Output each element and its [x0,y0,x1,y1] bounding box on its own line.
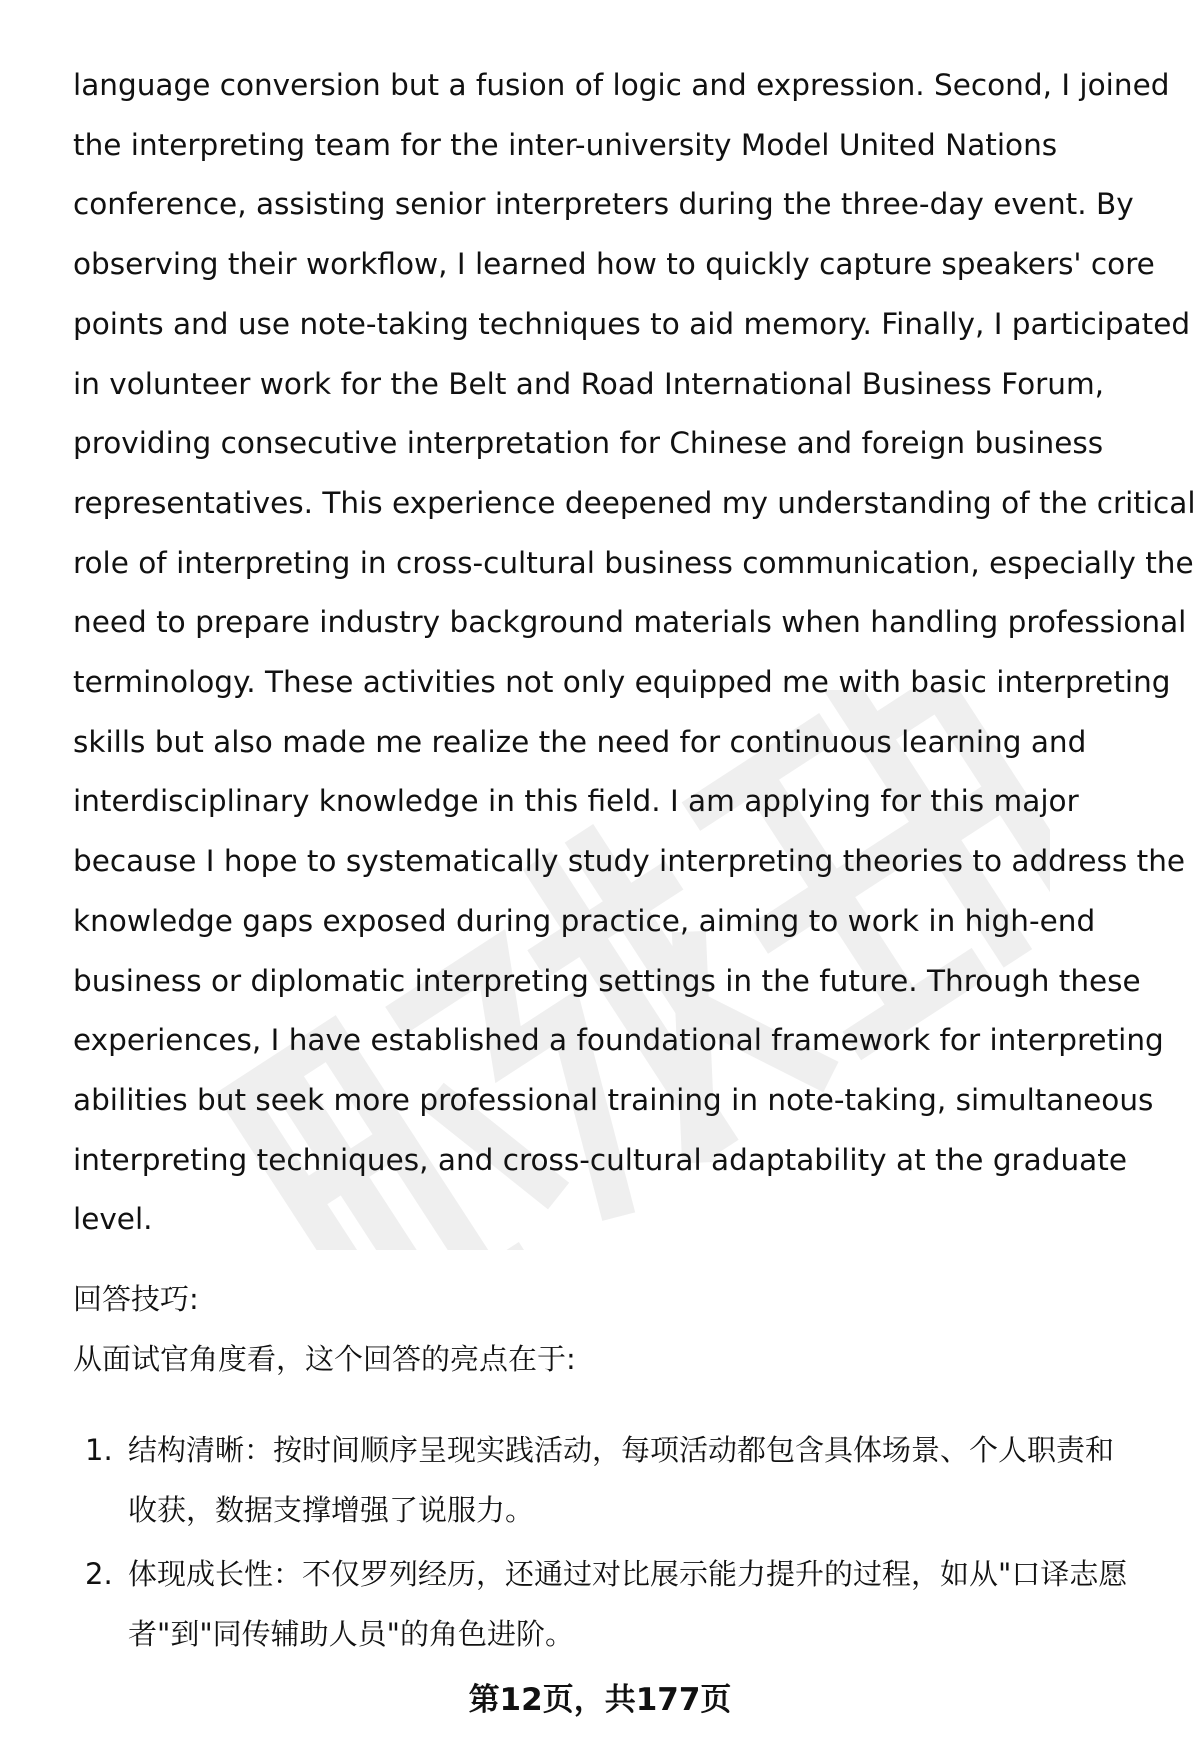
tip-line: 收获，数据支撑增强了说服力。 [128,1493,535,1527]
body-line: abilities but seek more professional training in note-taking, simultaneous [73,1082,1154,1117]
body-line: points and use note-taking techniques to aid memory. Finally, I participated [73,306,1191,341]
tip-line: 者"到"同传辅助人员"的角色进阶。 [128,1617,575,1651]
body-line: terminology. These activities not only equipped me with basic interpreting [73,665,1171,700]
body-line: knowledge gaps exposed during practice, aiming to work in high-end [73,903,1096,938]
body-line: language conversion but a fusion of logic and expression. Second, I joined [73,68,1170,102]
body-line: representatives. This experience deepened my understanding of the critical [73,485,1196,520]
answer-body-text [73,56,1196,1250]
body-line: interdisciplinary knowledge in this field. I am applying for this major [73,784,1079,819]
body-line: providing consecutive interpretation for Chinese and foreign business [73,426,1104,461]
tips-heading: 回答技巧: [73,1282,199,1316]
tip-item [73,1544,1163,1664]
body-line: need to prepare industry background materials when handling professional [73,605,1187,640]
body-line: in volunteer work for the Belt and Road International Business Forum, [73,366,1105,401]
body-line: conference, assisting senior interpreters during the three-day event. By [73,187,1134,222]
page-number-footer: 第12页，共177页 [468,1682,732,1718]
body-line: business or diplomatic interpreting settings in the future. Through these [73,963,1141,998]
tip-number: 1. [85,1433,113,1467]
tips-intro: 从面试官角度看，这个回答的亮点在于: [73,1342,576,1376]
tip-item [73,1420,1163,1540]
tip-line: 体现成长性：不仅罗列经历，还通过对比展示能力提升的过程，如从"口译志愿 [128,1557,1128,1591]
tip-line: 结构清晰：按时间顺序呈现实践活动，每项活动都包含具体场景、个人职责和 [128,1433,1115,1467]
tip-number: 2. [85,1557,113,1591]
tips-list [73,1420,1163,1668]
body-line: interpreting techniques, and cross-cultural adaptability at the graduate [73,1142,1127,1177]
body-line: role of interpreting in cross-cultural business communication, especially the [73,545,1194,580]
body-line: level. [73,1202,153,1237]
body-line: skills but also made me realize the need for continuous learning and [73,724,1087,759]
body-line: the interpreting team for the inter-university Model United Nations [73,127,1058,162]
body-line: experiences, I have established a foundational framework for interpreting [73,1023,1164,1058]
body-line: observing their workflow, I learned how to quickly capture speakers' core [73,247,1155,282]
body-line: because I hope to systematically study interpreting theories to address the [73,844,1186,879]
